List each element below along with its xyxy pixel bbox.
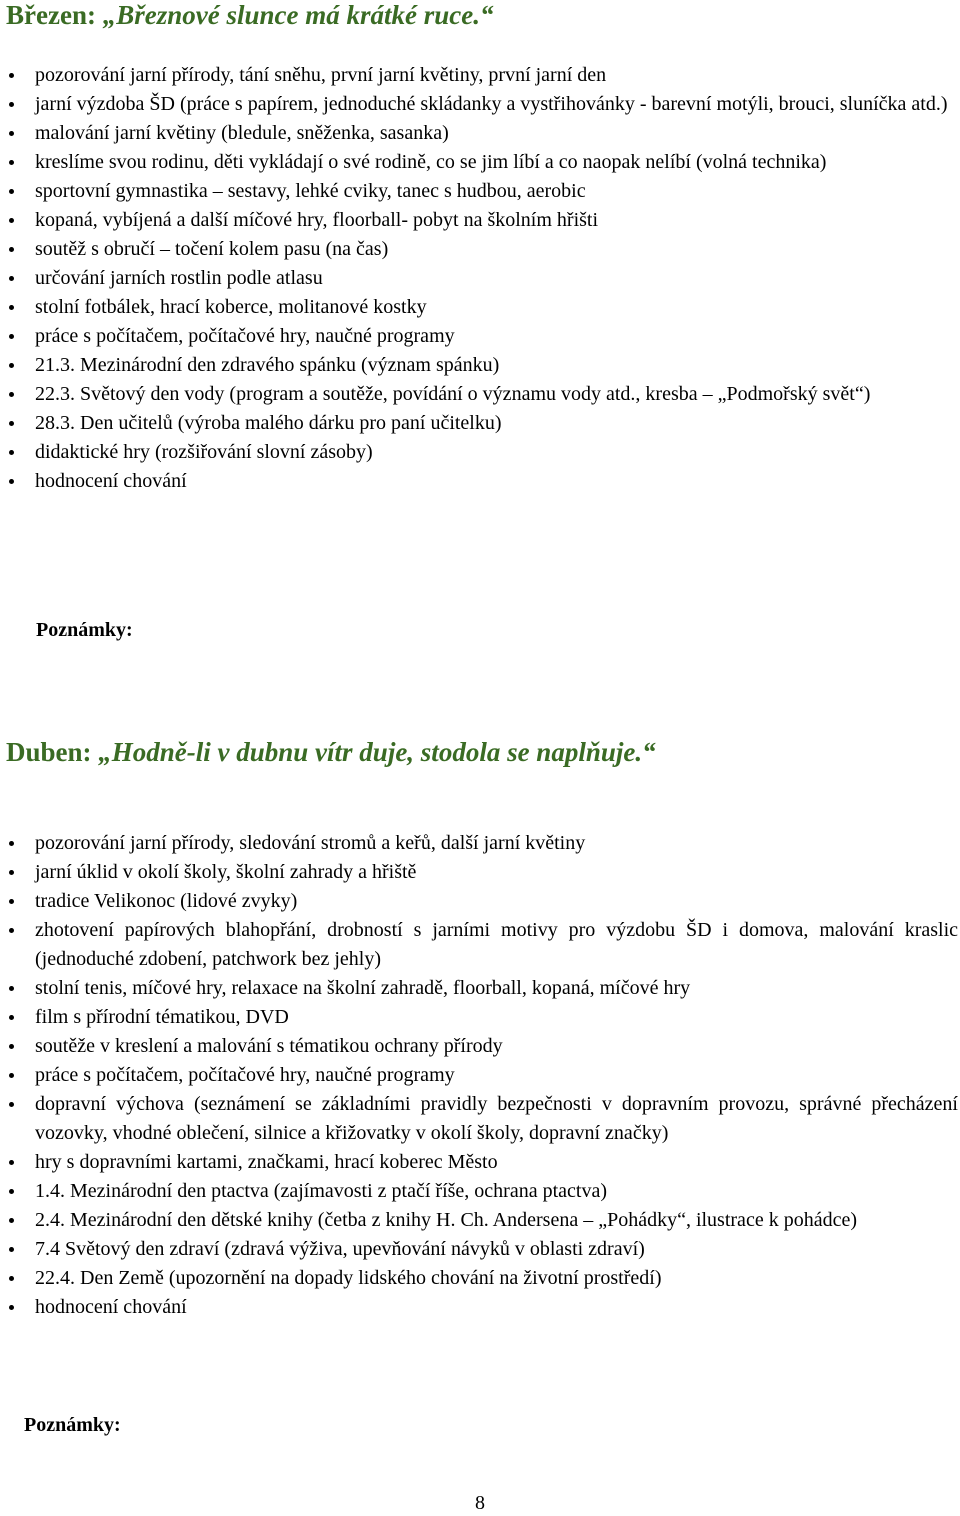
list-item: soutěže v kreslení a malování s tématikou ochrany přírody [0, 1032, 960, 1061]
march-notes-label: Poznámky: [36, 619, 133, 641]
march-activity-list [0, 61, 960, 496]
april-heading [6, 737, 656, 767]
list-item: hodnocení chování [0, 1293, 960, 1322]
list-item: pozorování jarní přírody, tání sněhu, první jarní květiny, první jarní den [0, 61, 960, 90]
list-item: stolní fotbálek, hrací koberce, molitanové kostky [0, 293, 960, 322]
march-heading [6, 0, 493, 30]
list-item: 7.4 Světový den zdraví (zdravá výživa, upevňování návyků v oblasti zdraví) [0, 1235, 960, 1264]
list-item: film s přírodní tématikou, DVD [0, 1003, 960, 1032]
april-activity-list [0, 829, 960, 1322]
list-item: stolní tenis, míčové hry, relaxace na školní zahradě, floorball, kopaná, míčové hry [0, 974, 960, 1003]
list-item: kopaná, vybíjená a další míčové hry, floorball- pobyt na školním hřišti [0, 206, 960, 235]
list-item: 2.4. Mezinárodní den dětské knihy (četba z knihy H. Ch. Andersena – „Pohádky“, ilustrace k pohádce) [0, 1206, 960, 1235]
list-item: hodnocení chování [0, 467, 960, 496]
april-notes-label: Poznámky: [24, 1414, 121, 1436]
list-item: tradice Velikonoc (lidové zvyky) [0, 887, 960, 916]
march-month: Březen: [6, 0, 103, 30]
april-motto: „Hodně-li v dubnu vítr duje, stodola se naplňuje.“ [98, 737, 656, 767]
list-item: jarní úklid v okolí školy, školní zahrady a hřiště [0, 858, 960, 887]
list-item: 22.3. Světový den vody (program a soutěže, povídání o významu vody atd., kresba – „Podmořský svět“) [0, 380, 960, 409]
list-item: malování jarní květiny (bledule, sněženka, sasanka) [0, 119, 960, 148]
march-motto: „Březnové slunce má krátké ruce.“ [102, 0, 494, 30]
list-item: 1.4. Mezinárodní den ptactva (zajímavosti z ptačí říše, ochrana ptactva) [0, 1177, 960, 1206]
list-item: didaktické hry (rozšiřování slovní zásoby) [0, 438, 960, 467]
april-month: Duben: [6, 737, 99, 767]
list-item: hry s dopravními kartami, značkami, hrací koberec Město [0, 1148, 960, 1177]
list-item: pozorování jarní přírody, sledování stromů a keřů, další jarní květiny [0, 829, 960, 858]
list-item: zhotovení papírových blahopřání, drobností s jarními motivy pro výzdobu ŠD i domova, malování kraslic (jednoduché zdobení, patchwork bez jehly) [0, 916, 960, 974]
page-number: 8 [475, 1492, 485, 1514]
list-item: 22.4. Den Země (upozornění na dopady lidského chování na životní prostředí) [0, 1264, 960, 1293]
list-item: jarní výzdoba ŠD (práce s papírem, jednoduché skládanky a vystřihovánky - barevní motýli, brouci, sluníčka atd.) [0, 90, 960, 119]
list-item: kreslíme svou rodinu, děti vykládají o své rodině, co se jim líbí a co naopak nelíbí (volná technika) [0, 148, 960, 177]
list-item: práce s počítačem, počítačové hry, naučné programy [0, 1061, 960, 1090]
list-item: sportovní gymnastika – sestavy, lehké cviky, tanec s hudbou, aerobic [0, 177, 960, 206]
list-item: soutěž s obručí – točení kolem pasu (na čas) [0, 235, 960, 264]
list-item: práce s počítačem, počítačové hry, naučné programy [0, 322, 960, 351]
list-item: 21.3. Mezinárodní den zdravého spánku (význam spánku) [0, 351, 960, 380]
list-item: dopravní výchova (seznámení se základními pravidly bezpečnosti v dopravním provozu, správné přecházení vozovky, vhodné oblečení, silnice a křižovatky v okolí školy, dopravní značky) [0, 1090, 960, 1148]
list-item: 28.3. Den učitelů (výroba malého dárku pro paní učitelku) [0, 409, 960, 438]
list-item: určování jarních rostlin podle atlasu [0, 264, 960, 293]
